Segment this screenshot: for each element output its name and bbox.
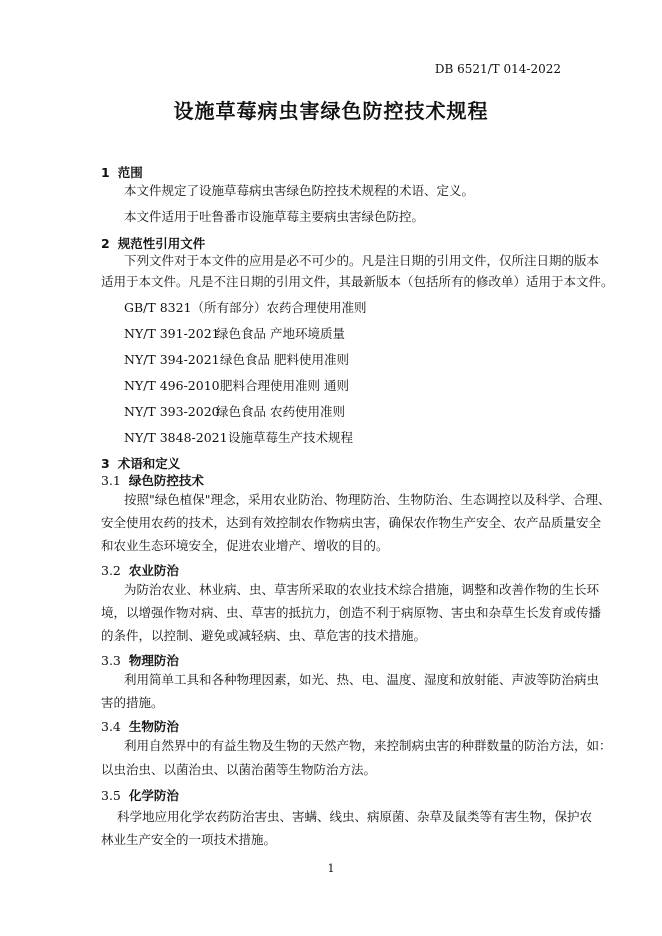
subsection-title: 化学防治 (128, 788, 179, 803)
section-title: 范围 (117, 165, 143, 180)
paragraph-line: 的条件，以控制、避免或减轻病、虫、草危害的技术措施。 (101, 628, 427, 643)
section-3-heading (101, 454, 180, 472)
subsection-3-5-heading (101, 786, 179, 804)
standard-number: DB 6521/T 014-2022 (434, 62, 561, 76)
section-title: 规范性引用文件 (117, 236, 206, 251)
reference-code: NY/T 496-2010 (124, 378, 220, 393)
subsection-number: 3.2 (101, 563, 121, 578)
section-number: 2 (101, 236, 110, 251)
reference-code: NY/T 394-2021 (124, 352, 220, 367)
subsection-3-2-heading (101, 561, 179, 579)
reference-item (124, 376, 349, 394)
paragraph-line: 害的措施。 (101, 695, 164, 710)
paragraph-line: 下列文件对于本文件的应用是必不可少的。凡是注日期的引用文件，仅所注日期的版本 (124, 253, 600, 268)
section-title: 术语和定义 (117, 456, 181, 471)
reference-item (124, 428, 353, 446)
document-title: 设施草莓病虫害绿色防控技术规程 (173, 99, 489, 123)
reference-title: 设施草莓生产技术规程 (228, 430, 354, 445)
reference-item (124, 350, 349, 368)
reference-code: NY/T 393-2020 (124, 404, 220, 419)
subsection-3-1-heading (101, 471, 204, 489)
reference-code: NY/T 3848-2021 (124, 430, 228, 445)
paragraph-line: 境，以增强作物对病、虫、草害的抵抗力，创造不利于病原物、害虫和杂草生长发育或传播 (101, 605, 602, 620)
subsection-number: 3.3 (101, 653, 121, 668)
section-1-heading (101, 163, 143, 181)
paragraph-line: 安全使用农药的技术，达到有效控制农作物病虫害，确保农作物生产安全、农产品质量安全 (101, 515, 602, 530)
paragraph: 本文件适用于吐鲁番市设施草莓主要病虫害绿色防控。 (124, 209, 425, 224)
subsection-3-4-heading (101, 717, 179, 735)
reference-title: 肥料合理使用准则 通则 (216, 378, 349, 393)
paragraph-line: 以虫治虫、以菌治虫、以菌治菌等生物防治方法。 (101, 762, 377, 777)
subsection-title: 绿色防控技术 (128, 473, 204, 488)
subsection-number: 3.1 (101, 473, 121, 488)
section-number: 1 (101, 165, 110, 180)
paragraph-line: 利用简单工具和各种物理因素，如光、热、电、温度、湿度和放射能、声波等防治病虫 (124, 672, 600, 687)
section-number: 3 (101, 456, 110, 471)
subsection-title: 农业防治 (128, 563, 179, 578)
reference-item: GB/T 8321（所有部分）农药合理使用准则 (124, 300, 367, 315)
subsection-number: 3.4 (101, 719, 121, 734)
reference-title: 绿色食品 产地环境质量 (216, 326, 345, 341)
paragraph-line: 林业生产安全的一项技术措施。 (101, 832, 277, 847)
paragraph: 本文件规定了设施草莓病虫害绿色防控技术规程的术语、定义。 (124, 183, 475, 198)
reference-item (124, 324, 345, 342)
subsection-3-3-heading (101, 651, 179, 669)
paragraph-line: 按照"绿色植保"理念，采用农业防治、物理防治、生物防治、生态调控以及科学、合理、 (124, 492, 611, 507)
paragraph-line: 适用于本文件。凡是不注日期的引用文件，其最新版本（包括所有的修改单）适用于本文件。 (101, 274, 614, 289)
page-number: 1 (327, 862, 335, 875)
reference-title: 绿色食品 农药使用准则 (216, 404, 345, 419)
subsection-title: 物理防治 (128, 653, 179, 668)
paragraph-line: 为防治农业、林业病、虫、草害所采取的农业技术综合措施，调整和改善作物的生长环 (124, 582, 600, 597)
paragraph-line: 科学地应用化学农药防治害虫、害螨、线虫、病原菌、杂草及鼠类等有害生物，保护农 (117, 809, 593, 824)
paragraph-line: 和农业生态环境安全，促进农业增产、增收的目的。 (101, 538, 389, 553)
reference-code: NY/T 391-2021 (124, 326, 220, 341)
reference-item (124, 402, 345, 420)
reference-title: 绿色食品 肥料使用准则 (216, 352, 349, 367)
paragraph-line: 利用自然界中的有益生物及生物的天然产物，来控制病虫害的种群数量的防治方法，如： (124, 738, 612, 753)
subsection-number: 3.5 (101, 788, 121, 803)
subsection-title: 生物防治 (128, 719, 179, 734)
